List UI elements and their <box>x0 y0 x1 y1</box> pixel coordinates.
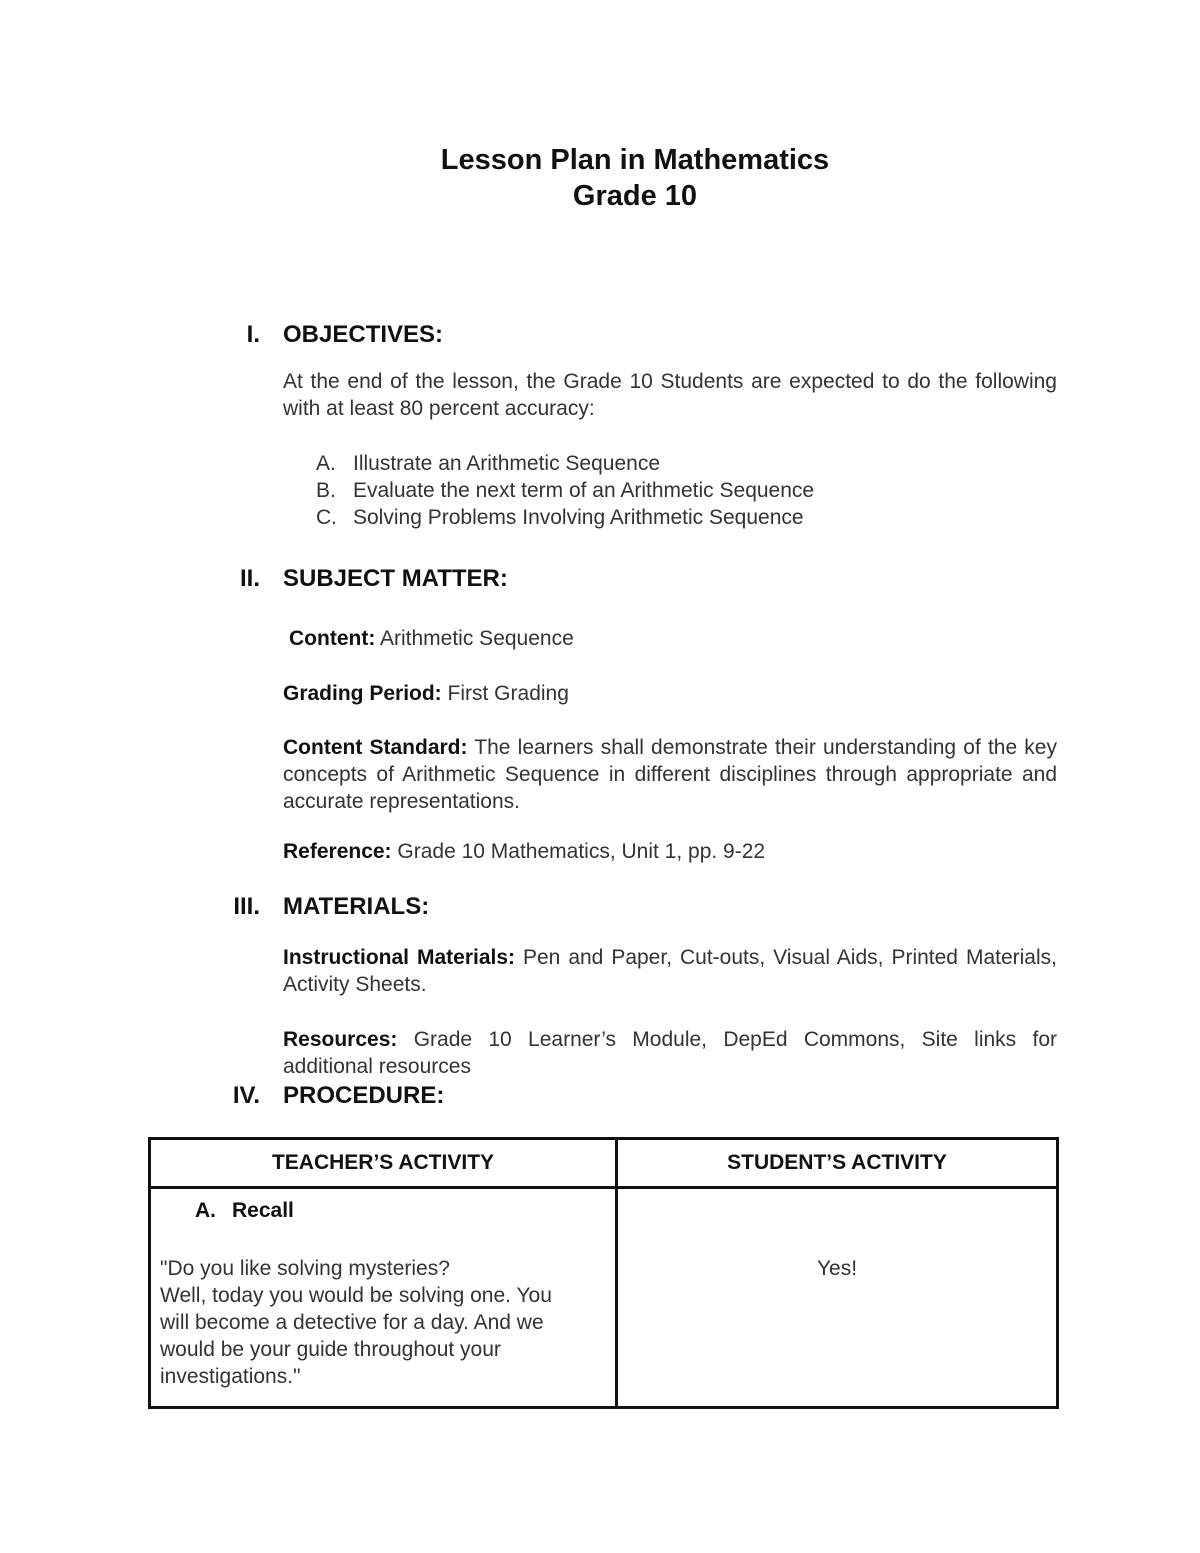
recall-title: Recall <box>232 1199 294 1222</box>
section-heading-subject-matter: SUBJECT MATTER: <box>283 565 508 592</box>
instructional-materials-label: Instructional Materials: <box>283 946 516 969</box>
objective-text: Illustrate an Arithmetic Sequence <box>353 452 661 475</box>
section-heading-objectives: OBJECTIVES: <box>283 321 444 348</box>
recall-heading <box>195 1199 294 1223</box>
student-activity-cell <box>617 1188 1058 1408</box>
resources-paragraph <box>283 1026 1057 1080</box>
teacher-dialogue-line: would be your guide throughout your <box>160 1338 501 1361</box>
objectives-intro: At the end of the lesson, the Grade 10 Students are expected to do the following with at least 80 percent accuracy: <box>283 370 1057 420</box>
instructional-materials-paragraph <box>283 944 1057 998</box>
student-activity-header: STUDENT’S ACTIVITY <box>617 1139 1058 1188</box>
instructional-materials-value: Pen and Paper, Cut-outs, Visual Aids, Printed Materials, Activity Sheets. <box>283 946 1057 996</box>
section-number-procedure: IV. <box>232 1082 260 1109</box>
teacher-dialogue-line: will become a detective for a day. And we <box>160 1311 544 1334</box>
objective-text: Evaluate the next term of an Arithmetic Sequence <box>353 479 815 502</box>
procedure-table <box>148 1137 1059 1409</box>
section-number-subject-matter: II. <box>239 565 260 592</box>
grading-period-line <box>283 680 1057 707</box>
content-standard-label: Content Standard: <box>283 736 468 759</box>
teacher-activity-header: TEACHER’S ACTIVITY <box>150 1139 617 1188</box>
objective-item <box>316 450 660 477</box>
grading-period-value: First Grading <box>447 682 569 705</box>
document-title: Lesson Plan in Mathematics <box>440 144 830 176</box>
section-heading-procedure: PROCEDURE: <box>283 1082 445 1109</box>
table-header-row <box>150 1139 1058 1188</box>
student-response: Yes! <box>816 1257 858 1280</box>
teacher-dialogue-line: "Do you like solving mysteries? <box>160 1257 450 1280</box>
objective-item <box>316 477 814 504</box>
content-standard-paragraph <box>283 734 1057 815</box>
teacher-dialogue <box>160 1255 605 1390</box>
reference-label: Reference: <box>283 840 392 863</box>
grading-period-label: Grading Period: <box>283 682 442 705</box>
content-standard-value: The learners shall demonstrate their understanding of the key concepts of Arithmetic Sequence in different disciplines through appropriate and accurate representations. <box>283 736 1057 813</box>
table-row <box>150 1188 1058 1408</box>
section-heading-materials: MATERIALS: <box>283 893 430 920</box>
reference-value: Grade 10 Mathematics, Unit 1, pp. 9-22 <box>397 840 766 863</box>
content-line <box>289 625 1063 652</box>
objective-letter: B. <box>316 479 336 502</box>
content-label: Content: <box>289 627 376 650</box>
section-number-objectives: I. <box>246 321 260 348</box>
content-value: Arithmetic Sequence <box>380 627 574 650</box>
resources-label: Resources: <box>283 1028 398 1051</box>
objective-letter: C. <box>316 506 337 529</box>
objective-item <box>316 504 804 531</box>
teacher-dialogue-line: investigations." <box>160 1365 301 1388</box>
objective-letter: A. <box>316 452 336 475</box>
objective-text: Solving Problems Involving Arithmetic Sequence <box>353 506 804 529</box>
teacher-activity-cell <box>150 1188 617 1408</box>
document-subtitle: Grade 10 <box>572 180 698 212</box>
teacher-dialogue-line: Well, today you would be solving one. You <box>160 1284 552 1307</box>
section-number-materials: III. <box>233 893 260 920</box>
reference-line <box>283 838 1057 865</box>
recall-letter: A. <box>195 1199 216 1222</box>
resources-value: Grade 10 Learner’s Module, DepEd Commons, Site links for additional resources <box>283 1028 1057 1078</box>
